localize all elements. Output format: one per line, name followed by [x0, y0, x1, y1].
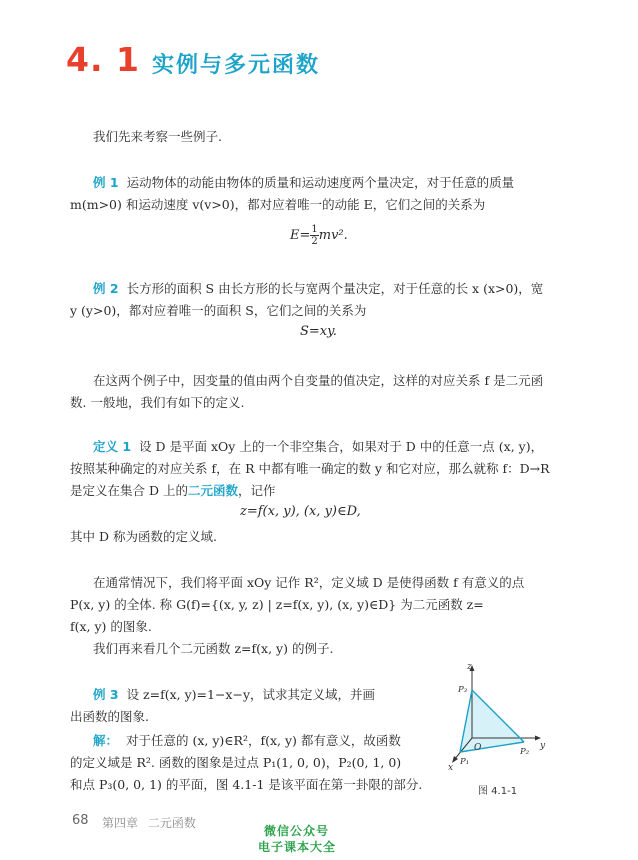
definition-label: 定义 1 [93, 439, 132, 454]
example2-formula: S=xy. [300, 324, 337, 339]
figure-caption: 图 4.1-1 [478, 786, 518, 797]
page-number: 68 [72, 813, 89, 828]
para3-text: 我们再来看几个二元函数 z=f(x, y) 的例子. [93, 641, 334, 656]
definition-formula: z=f(x, y), (x, y)∈D, [240, 504, 361, 519]
section-title: 实例与多元函数 [152, 53, 321, 78]
watermark-line2: 电子课本大全 [258, 840, 337, 854]
label-origin: O [474, 743, 482, 753]
para1-line2: 数. 一般地，我们有如下的定义. [70, 395, 245, 410]
example2-line2: y (y>0)，都对应着唯一的面积 S，它们之间的关系为 [70, 303, 367, 318]
example1-formula: E= $\frac{1}{2}$ mv². [290, 224, 348, 247]
y-axis-arrow [535, 736, 541, 741]
example1-label: 例 1 [93, 175, 119, 190]
definition-line3: 是定义在集合 D 上的二元函数，记作 [70, 483, 276, 498]
section-number: 4. 1 [66, 40, 140, 79]
intro-text: 我们先来考察一些例子. [93, 129, 222, 144]
term-binary-function: 二元函数 [187, 483, 238, 498]
label-x: x [448, 763, 454, 773]
example3-label: 例 3 [93, 687, 119, 702]
label-y: y [540, 741, 546, 751]
chapter-title: 第四章 二元函数 [102, 816, 196, 830]
example3-line2: 出函数的图象. [70, 709, 149, 724]
x-axis-arrow [452, 756, 458, 763]
definition-line4: 其中 D 称为函数的定义域. [70, 529, 217, 544]
definition-line1: 定义 1 设 D 是平面 xOy 上的一个非空集合，如果对于 D 中的任意一点 (x, y)， [93, 439, 544, 454]
para2-line1: 在通常情况下，我们将平面 xOy 记作 R²，定义域 D 是使得函数 f 有意义的点 [93, 575, 525, 590]
example2-label: 例 2 [93, 281, 119, 296]
label-z: z [467, 662, 472, 672]
para1-line1: 在这两个例子中，因变量的值由两个自变量的值决定，这样的对应关系 f 是二元函 [93, 373, 544, 388]
para2-line2: P(x, y) 的全体. 称 G(f)={(x, y, z) | z=f(x, y), (x, y)∈D} 为二元函数 z= [70, 597, 484, 612]
solution-line1: 解： 对于任意的 (x, y)∈R²，f(x, y) 都有意义，故函数 [93, 733, 401, 748]
label-p1: P₁ [460, 757, 470, 767]
para2-line3: f(x, y) 的图象. [70, 619, 152, 634]
example1-line2: m(m>0) 和运动速度 v(v>0)，都对应着唯一的动能 E，它们之间的关系为 [70, 197, 486, 212]
watermark-line1: 微信公众号 [264, 824, 330, 838]
example1-line1: 例 1 运动物体的动能由物体的质量和运动速度两个量决定，对于任意的质量 [93, 175, 515, 190]
solution-line3: 和点 P₃(0, 0, 1) 的平面，图 4.1-1 是该平面在第一卦限的部分. [70, 777, 423, 792]
solution-line2: 的定义域是 R². 函数的图象是过点 P₁(1, 0, 0)，P₂(0, 1, 0) [70, 755, 402, 770]
solution-label: 解： [93, 733, 119, 748]
example3-line1: 例 3 设 z=f(x, y)=1−x−y，试求其定义域，并画 [93, 687, 376, 702]
figure-plane-diagram [440, 660, 570, 780]
label-p2: P₂ [520, 747, 530, 757]
example2-line1: 例 2 长方形的面积 S 由长方形的长与宽两个量决定，对于任意的长 x (x>0)，宽 [93, 281, 544, 296]
definition-line2: 按照某种确定的对应关系 f，在 R 中都有唯一确定的数 y 和它对应，那么就称 f：D→R [70, 461, 550, 476]
label-p3: P₃ [458, 685, 468, 695]
